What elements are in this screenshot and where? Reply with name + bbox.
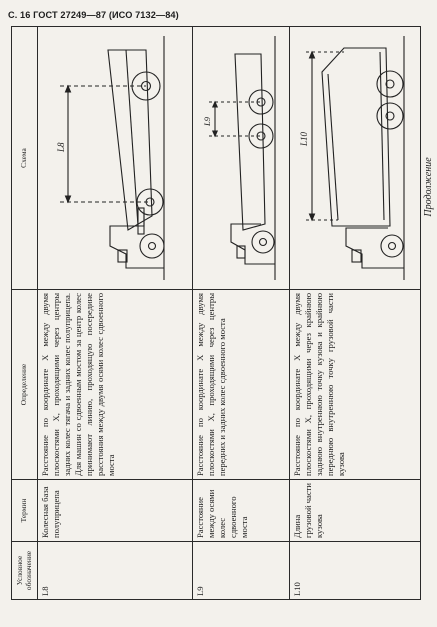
scheme-cell — [290, 27, 421, 290]
row-definition: Расстояние по координате X между двумя плоскостями X, проходящими через крайнюю заднюю внутреннюю точку кузова и крайнюю переднюю внутреннюю точку грузовой части кузова — [290, 290, 421, 480]
row-symbol: L10 — [290, 542, 421, 600]
row-term: Длина грузовой части кузова — [290, 480, 421, 542]
column-header-symbol: Условное обозначение — [12, 542, 38, 600]
semitrailer-wheelbase-diagram — [40, 23, 190, 286]
trailer-body — [108, 50, 152, 230]
tandem-axle-diagram — [195, 23, 287, 286]
dimension-label: L9 — [202, 117, 212, 126]
terms-table — [11, 26, 421, 600]
table-header-row — [12, 27, 38, 600]
row-term: Расстояние между осями колес сдвоенного моста — [193, 480, 290, 542]
row-definition: Расстояние по координате X между двумя плоскостями X, проходящими через центры задних колес тягача и задних колес полуприцепа. Для машин со сдвоенным мостом за центр колес принимают линию, проходящую посередине расстояния между двумя осями колес сдвоенного моста — [38, 290, 193, 480]
dimension-label: L8 — [56, 142, 66, 152]
cargo-length-diagram — [292, 23, 418, 286]
scheme-cell — [38, 27, 193, 290]
front-wheel — [252, 231, 274, 253]
continuation-label: Продолжение — [423, 157, 434, 217]
column-header-scheme: Схема — [12, 27, 38, 290]
row-definition: Расстояние по координате X между двумя плоскостями X, проходящими через центры передних и задних колес сдвоенного моста — [193, 290, 290, 480]
row-term: Колесная база полуприцепа — [38, 480, 193, 542]
row-symbol: L9 — [193, 542, 290, 600]
table-row — [193, 27, 290, 600]
front-wheel — [140, 234, 164, 258]
rear-wheel-1 — [377, 103, 403, 129]
row-symbol: L8 — [38, 542, 193, 600]
column-header-term: Термин — [12, 480, 38, 542]
scheme-cell — [193, 27, 290, 290]
rotated-table — [11, 27, 405, 600]
page-header: С. 16 ГОСТ 27249—87 (ИСО 7132—84) — [8, 10, 179, 20]
column-header-definition: Определение — [12, 290, 38, 480]
table-wrapper — [11, 27, 405, 600]
table-row — [38, 27, 193, 600]
front-wheel — [381, 235, 403, 257]
table-row — [290, 27, 421, 600]
dimension-label: L10 — [299, 131, 309, 146]
